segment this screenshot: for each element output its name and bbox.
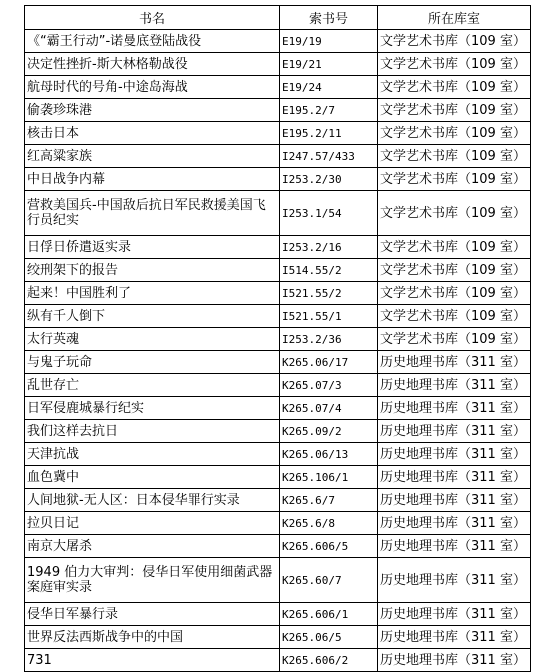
call-number-cell: K265.606/2 [280, 649, 378, 672]
call-number-cell: I521.55/1 [280, 305, 378, 328]
call-number-cell: K265.106/1 [280, 466, 378, 489]
table-header-row [25, 6, 531, 30]
location-cell: 文学艺术书库（109 室） [378, 236, 531, 259]
book-title-cell: 太行英魂 [25, 328, 280, 351]
book-title-cell: 人间地狱-无人区：日本侵华罪行实录 [25, 489, 280, 512]
location-cell: 文学艺术书库（109 室） [378, 99, 531, 122]
book-title-cell: 决定性挫折-斯大林格勒战役 [25, 53, 280, 76]
call-number-cell: I514.55/2 [280, 259, 378, 282]
call-number-cell: K265.06/13 [280, 443, 378, 466]
location-cell: 文学艺术书库（109 室） [378, 305, 531, 328]
location-cell: 文学艺术书库（109 室） [378, 328, 531, 351]
call-number-cell: E19/19 [280, 30, 378, 53]
book-title-cell: 航母时代的号角-中途岛海战 [25, 76, 280, 99]
book-title-cell: 绞刑架下的报告 [25, 259, 280, 282]
header-title: 书名 [25, 6, 280, 30]
book-title-cell: 天津抗战 [25, 443, 280, 466]
call-number-cell: E195.2/7 [280, 99, 378, 122]
table-row [25, 191, 531, 236]
book-title-cell: 核击日本 [25, 122, 280, 145]
location-cell: 历史地理书库（311 室） [378, 512, 531, 535]
call-number-cell: K265.09/2 [280, 420, 378, 443]
book-title-cell: 乱世存亡 [25, 374, 280, 397]
call-number-cell: K265.06/17 [280, 351, 378, 374]
location-cell: 历史地理书库（311 室） [378, 466, 531, 489]
table-row [25, 99, 531, 122]
call-number-cell: I521.55/2 [280, 282, 378, 305]
location-cell: 文学艺术书库（109 室） [378, 168, 531, 191]
table-row [25, 603, 531, 626]
table-row [25, 420, 531, 443]
book-title-cell: 偷袭珍珠港 [25, 99, 280, 122]
book-title-cell: 日俘日侨遣返实录 [25, 236, 280, 259]
book-title-cell: 731 [25, 649, 280, 672]
book-title-cell: 纵有千人倒下 [25, 305, 280, 328]
book-title-cell: 与鬼子玩命 [25, 351, 280, 374]
table-row [25, 168, 531, 191]
table-row [25, 236, 531, 259]
book-table [24, 5, 531, 672]
header-location: 所在库室 [378, 6, 531, 30]
table-row [25, 535, 531, 558]
table-row [25, 489, 531, 512]
table-body [25, 30, 531, 672]
table-row [25, 122, 531, 145]
location-cell: 文学艺术书库（109 室） [378, 76, 531, 99]
table-row [25, 466, 531, 489]
table-row [25, 649, 531, 672]
location-cell: 历史地理书库（311 室） [378, 558, 531, 603]
location-cell: 历史地理书库（311 室） [378, 489, 531, 512]
call-number-cell: K265.07/4 [280, 397, 378, 420]
table-row [25, 328, 531, 351]
call-number-cell: K265.606/5 [280, 535, 378, 558]
location-cell: 文学艺术书库（109 室） [378, 145, 531, 168]
location-cell: 历史地理书库（311 室） [378, 649, 531, 672]
call-number-cell: I253.2/30 [280, 168, 378, 191]
book-title-cell: 侵华日军暴行录 [25, 603, 280, 626]
location-cell: 文学艺术书库（109 室） [378, 259, 531, 282]
table-row [25, 558, 531, 603]
table-row [25, 145, 531, 168]
book-title-cell: 日军侵鹿城暴行纪实 [25, 397, 280, 420]
table-row [25, 305, 531, 328]
call-number-cell: I253.2/36 [280, 328, 378, 351]
location-cell: 历史地理书库（311 室） [378, 443, 531, 466]
table-row [25, 351, 531, 374]
call-number-cell: K265.60/7 [280, 558, 378, 603]
location-cell: 历史地理书库（311 室） [378, 535, 531, 558]
call-number-cell: I253.2/16 [280, 236, 378, 259]
location-cell: 文学艺术书库（109 室） [378, 282, 531, 305]
call-number-cell: E19/24 [280, 76, 378, 99]
location-cell: 历史地理书库（311 室） [378, 420, 531, 443]
table-row [25, 53, 531, 76]
table-row [25, 512, 531, 535]
table-row [25, 282, 531, 305]
call-number-cell: K265.06/5 [280, 626, 378, 649]
location-cell: 文学艺术书库（109 室） [378, 122, 531, 145]
table-row [25, 259, 531, 282]
book-title-cell: 南京大屠杀 [25, 535, 280, 558]
call-number-cell: K265.6/8 [280, 512, 378, 535]
location-cell: 历史地理书库（311 室） [378, 603, 531, 626]
call-number-cell: I253.1/54 [280, 191, 378, 236]
book-title-cell: 我们这样去抗日 [25, 420, 280, 443]
book-title-cell: 世界反法西斯战争中的中国 [25, 626, 280, 649]
call-number-cell: E19/21 [280, 53, 378, 76]
table-row [25, 443, 531, 466]
table-row [25, 30, 531, 53]
book-title-cell: 红高粱家族 [25, 145, 280, 168]
book-title-cell: 中日战争内幕 [25, 168, 280, 191]
location-cell: 历史地理书库（311 室） [378, 397, 531, 420]
location-cell: 历史地理书库（311 室） [378, 351, 531, 374]
call-number-cell: I247.57/433 [280, 145, 378, 168]
book-title-cell: 1949 伯力大审判：侵华日军使用细菌武器案庭审实录 [25, 558, 280, 603]
table-row [25, 397, 531, 420]
call-number-cell: K265.606/1 [280, 603, 378, 626]
table-row [25, 626, 531, 649]
book-title-cell: 血色冀中 [25, 466, 280, 489]
location-cell: 文学艺术书库（109 室） [378, 53, 531, 76]
call-number-cell: K265.07/3 [280, 374, 378, 397]
table-row [25, 374, 531, 397]
location-cell: 历史地理书库（311 室） [378, 374, 531, 397]
location-cell: 文学艺术书库（109 室） [378, 30, 531, 53]
book-title-cell: 起来！中国胜利了 [25, 282, 280, 305]
header-call-number: 索书号 [280, 6, 378, 30]
location-cell: 历史地理书库（311 室） [378, 626, 531, 649]
book-title-cell: 《“霸王行动”-诺曼底登陆战役 [25, 30, 280, 53]
call-number-cell: K265.6/7 [280, 489, 378, 512]
table-row [25, 76, 531, 99]
book-title-cell: 营救美国兵-中国敌后抗日军民救援美国飞行员纪实 [25, 191, 280, 236]
call-number-cell: E195.2/11 [280, 122, 378, 145]
book-title-cell: 拉贝日记 [25, 512, 280, 535]
location-cell: 文学艺术书库（109 室） [378, 191, 531, 236]
